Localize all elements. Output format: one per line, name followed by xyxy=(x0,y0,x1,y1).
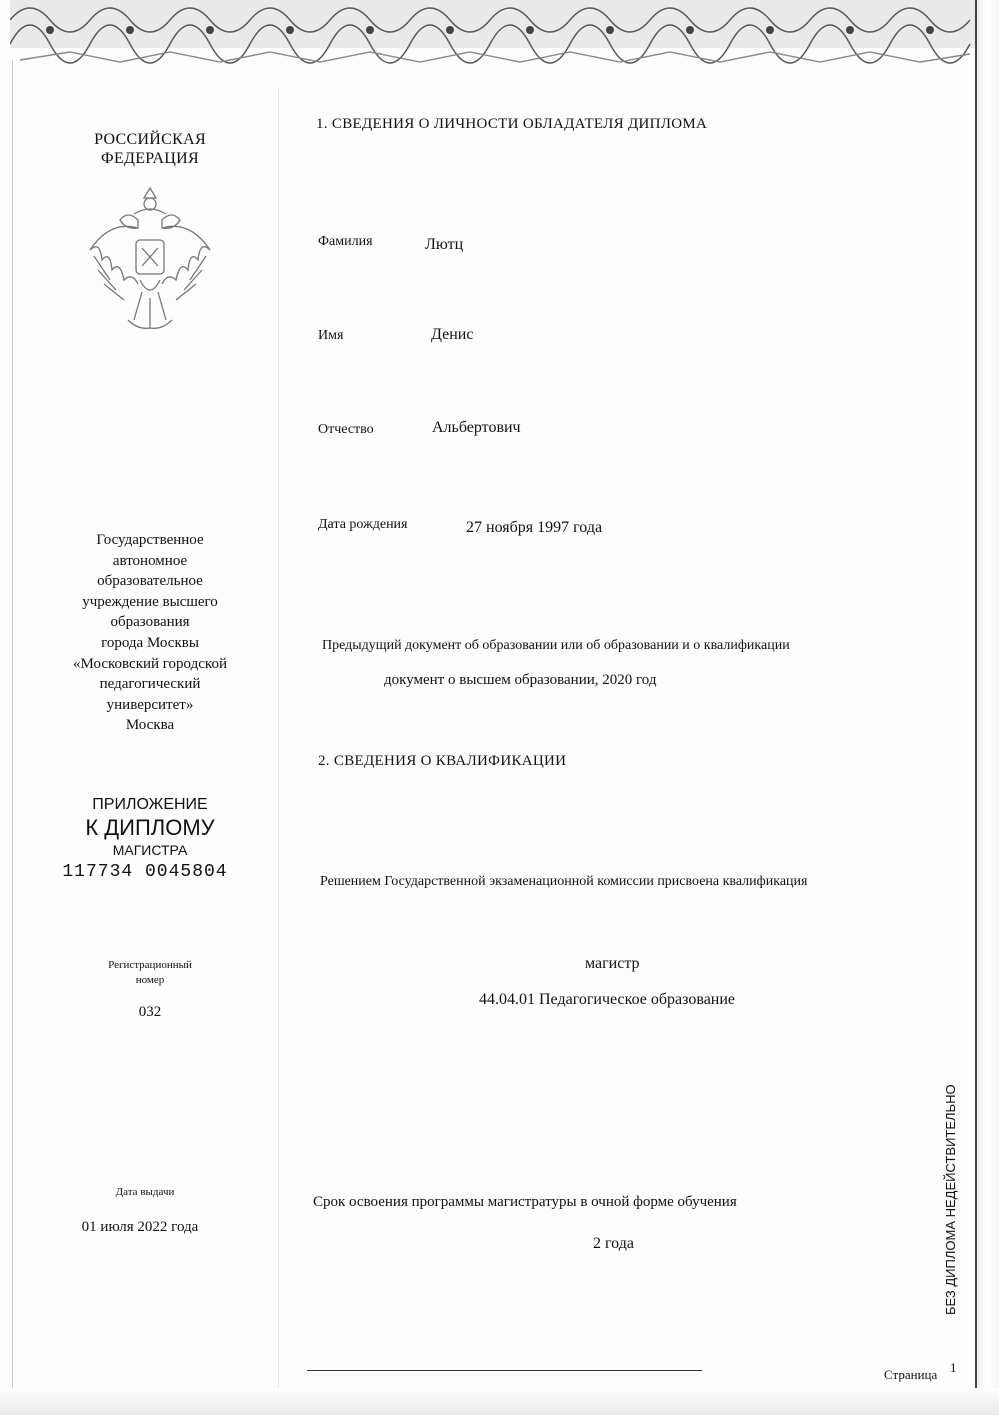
duration-label: Срок освоения программы магистратуры в очной форме обучения xyxy=(313,1194,737,1210)
coat-of-arms-icon xyxy=(80,180,220,340)
institution-line: педагогический xyxy=(99,676,201,693)
qualification-statement: Решением Государственной экзаменационной комиссии присвоена квалификация xyxy=(320,874,808,889)
surname-label: Фамилия xyxy=(318,234,373,249)
left-page-edge xyxy=(0,60,13,1415)
institution-line: Государственное xyxy=(96,532,204,548)
section-2-title: 2. СВЕДЕНИЯ О КВАЛИФИКАЦИИ xyxy=(318,753,567,769)
institution-line: города Москвы xyxy=(101,634,199,651)
name-label: Имя xyxy=(318,328,344,343)
country-line-1: РОССИЙСКАЯ xyxy=(94,131,206,148)
name-value: Денис xyxy=(431,326,474,343)
country-title xyxy=(60,130,240,168)
section-1-title: 1. СВЕДЕНИЯ О ЛИЧНОСТИ ОБЛАДАТЕЛЯ ДИПЛОМА xyxy=(316,116,708,132)
previous-document-value: документ о высшем образовании, 2020 год xyxy=(384,672,657,688)
appendix-line-1: ПРИЛОЖЕНИЕ xyxy=(92,796,208,813)
reg-label-line-2: номер xyxy=(135,974,165,986)
signature-line xyxy=(307,1370,702,1371)
institution-line: университет» xyxy=(106,696,194,713)
institution-line: образовательное xyxy=(97,573,203,590)
issue-date-label: Дата выдачи xyxy=(115,1186,175,1198)
decorative-border xyxy=(10,0,975,70)
page-number: 1 xyxy=(950,1360,957,1375)
country-line-2: ФЕДЕРАЦИЯ xyxy=(101,150,199,167)
institution-line: автономное xyxy=(112,552,188,569)
patronymic-value: Альбертович xyxy=(432,419,521,436)
page-label: Страница xyxy=(884,1367,938,1382)
institution-line: «Московский городской xyxy=(73,655,227,672)
institution-line: образования xyxy=(110,614,190,631)
qualification-value: магистр xyxy=(585,955,640,972)
appendix-title xyxy=(50,795,250,859)
institution-block xyxy=(50,530,250,736)
bottom-page-edge xyxy=(0,1388,999,1415)
birth-date-label: Дата рождения xyxy=(318,517,408,532)
issue-date: 01 июля 2022 года xyxy=(81,1219,199,1235)
reg-label-line-1: Регистрационный xyxy=(108,959,192,971)
specialty-value: 44.04.01 Педагогическое образование xyxy=(479,991,736,1008)
duration-value: 2 года xyxy=(593,1235,634,1252)
right-page-edge xyxy=(975,0,999,1415)
patronymic-label: Отчество xyxy=(318,422,374,437)
reg-number: 032 xyxy=(138,1004,162,1020)
surname-value: Лютц xyxy=(425,236,464,253)
institution-line: учреждение высшего xyxy=(82,593,218,610)
birth-date-value: 27 ноября 1997 года xyxy=(466,519,603,536)
appendix-line-2: К ДИПЛОМУ xyxy=(85,815,215,840)
serial-number: 117734 0045804 xyxy=(62,862,228,882)
appendix-line-3: МАГИСТРА xyxy=(112,842,188,858)
validity-side-note: БЕЗ ДИПЛОМА НЕДЕЙСТВИТЕЛЬНО xyxy=(943,1084,958,1316)
reg-number-label xyxy=(75,958,225,988)
previous-document-label: Предыдущий документ об образовании или об образовании и о квалификации xyxy=(322,638,790,653)
institution-city: Москва xyxy=(125,717,175,734)
column-divider xyxy=(278,90,279,1390)
